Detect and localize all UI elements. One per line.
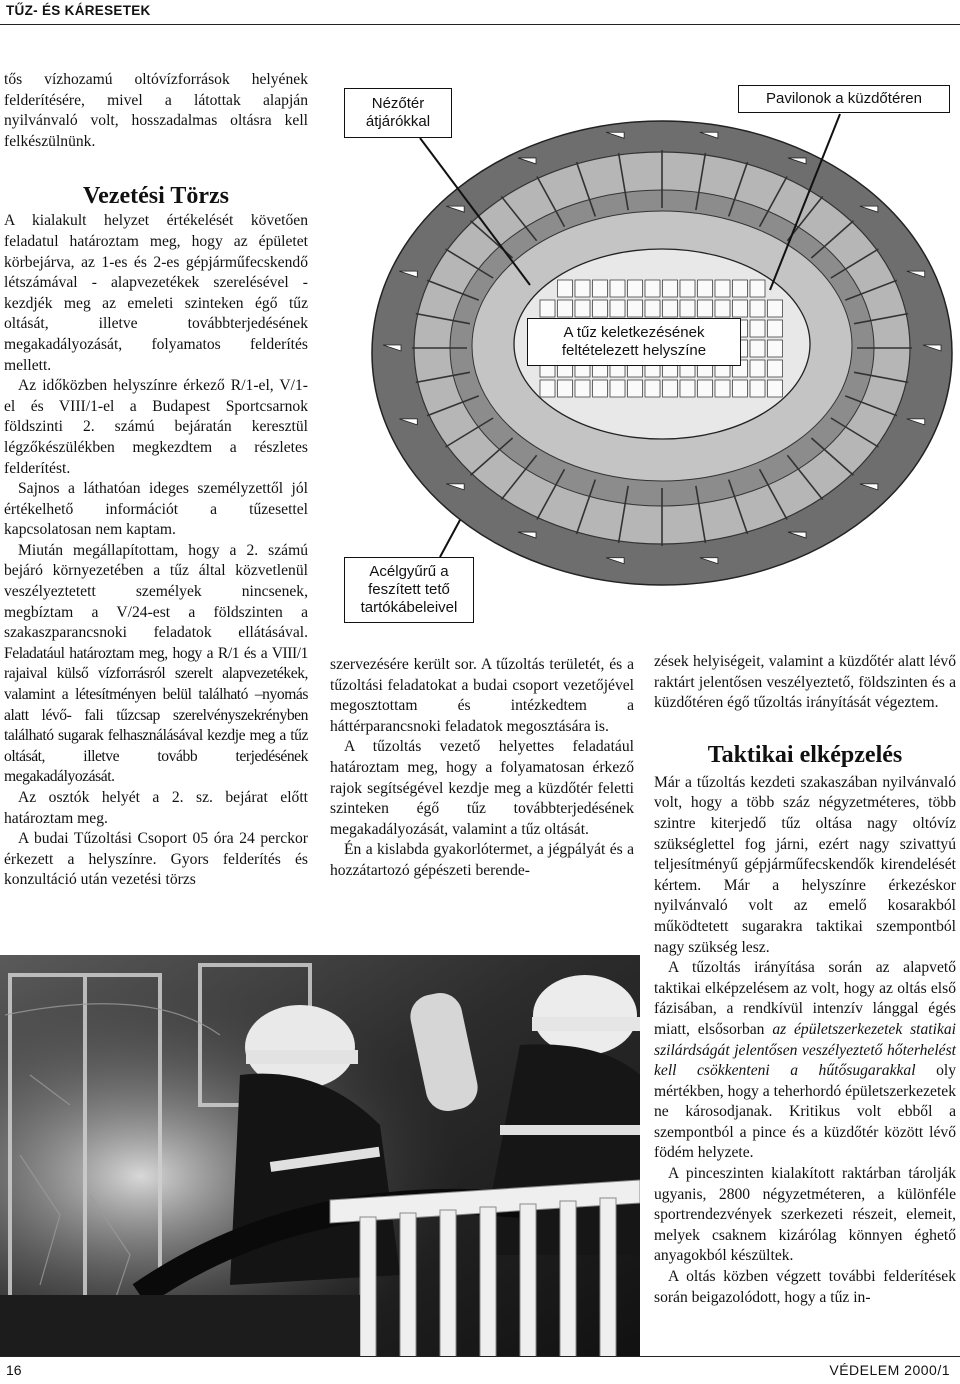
pavilion-booth — [575, 280, 590, 297]
pavilion-booth — [715, 300, 730, 317]
helmet-right — [533, 975, 637, 1055]
column-2 — [330, 655, 634, 882]
paragraph: A oltás közben végzett további felderítések során beigazolódott, hogy a tűz in- — [654, 1268, 956, 1306]
paragraph: A kialakult helyzet értékelését követően feladatul határoztam meg, hogy az épületet körbejárva, az 1-es és 2-es gépjárműfecskendő létszámával - alapvezetékek szerelésével - kezdjék meg az emeleti szinteken égő tűz oltását, illetve továbbterjedésének megakadályozását, folyamatos felderítés mellett. — [4, 212, 308, 374]
pavilion-booth — [540, 300, 555, 317]
column-3 — [654, 652, 956, 1308]
pavilion-booth — [610, 280, 625, 297]
pavilion-booth — [575, 380, 590, 397]
label-steel-ring: Acélgyűrű a feszített tető tartókábeleivel — [344, 557, 474, 623]
pavilion-booth — [750, 320, 765, 337]
pavilion-booth — [645, 380, 660, 397]
pavilion-booth — [733, 280, 748, 297]
pavilion-booth — [698, 380, 713, 397]
pavilion-booth — [680, 280, 695, 297]
pavilion-booth — [663, 280, 678, 297]
pavilion-booth — [663, 300, 678, 317]
paragraph: A pinceszinten kialakított raktárban tárolják ugyanis, 2800 négyzetméteren, a különféle sportrendezvények szerkezeti részeit, elemeit, melyek csaknem kizárólag könnyen éghető anyagokból készültek. — [654, 1165, 956, 1265]
pavilion-booth — [540, 380, 555, 397]
paragraph-part: oly mértékben, hogy a teherhordó épületszerkezetek ne károsodjanak. Kritikus volt ebből a szempontból a pince és a küzdőtér között lévő födém helyzete. — [654, 1062, 957, 1162]
heading-vezetesi-torzs: Vezetési Törzs — [83, 183, 229, 210]
intro-paragraph: tős vízhozamú oltóvízforrások helyének felderítésére, mivel a látottak alapján nyilvánvaló volt, hosszadalmas oltásra kell felkészülnünk. — [4, 71, 308, 150]
pavilion-booth — [750, 360, 765, 377]
pavilion-booth — [768, 320, 783, 337]
paragraph: Az osztók helyét a 2. sz. bejárat előtt határoztam meg. — [4, 789, 308, 827]
pavilion-booth — [645, 280, 660, 297]
pavilion-booth — [558, 300, 573, 317]
paragraph: zések helyiségeit, valamint a küzdőtér alatt lévő raktárt jelentősen veszélyeztető, földszinten és a küzdőtéren égő tűzoltás irányítását végeztem. — [654, 653, 956, 712]
pavilion-booth — [628, 280, 643, 297]
firefighters-photo-image — [0, 955, 640, 1357]
pavilion-booth — [593, 300, 608, 317]
paragraph: Én a kislabda gyakorlótermet, a jégpályát és a hozzátartozó gépészeti berende- — [330, 841, 634, 879]
pavilion-booth — [750, 300, 765, 317]
pavilion-booth — [593, 280, 608, 297]
paragraph: Sajnos a láthatóan ideges személyzettől jól értékelhető információt a tűzesettel kapcsolatosan nem kaptam. — [4, 480, 308, 539]
pavilion-booth — [558, 280, 573, 297]
label-pavilions: Pavilonok a küzdőtéren — [738, 85, 950, 113]
pavilion-booth — [680, 300, 695, 317]
paragraph: A budai Tűzoltási Csoport 05 óra 24 perckor érkezett a helyszínre. Gyors felderítés és konzultáció után vezetési törzs — [4, 830, 308, 889]
pavilion-booth — [628, 380, 643, 397]
pavilion-booth — [768, 360, 783, 377]
pavilion-booth — [663, 380, 678, 397]
label-fire-location: A tűz keletkezésének feltételezett helyszíne — [527, 318, 741, 366]
pavilion-booth — [610, 300, 625, 317]
header-rule — [0, 24, 960, 25]
pavilion-booth — [593, 380, 608, 397]
column-1 — [4, 70, 308, 891]
pavilion-booth — [750, 380, 765, 397]
pavilion-booth — [768, 340, 783, 357]
firefighters-photo — [0, 955, 640, 1357]
heading-taktikai-elkepzeles: Taktikai elképzelés — [707, 741, 903, 768]
pavilion-booth — [750, 280, 765, 297]
emphasis-text: az épületszerkezetek statikai szilárdságát jelentősen veszélyeztető hőterhelést kell csökkenteni a hűtősugarakkal — [654, 1020, 956, 1080]
pavilion-booth — [715, 280, 730, 297]
paragraph: Már a tűzoltás kezdeti szakaszában nyilvánvaló volt, hogy a több száz négyzetméteres, több szintre kiterjedő tűz oltása nagy oltóvíz szükséglettel fog járni, ezért nagy szivattyú teljesítményű gépjárműfecskendők kirendelését kértem. Már a helyszínre érkezéskor nyilvánvaló volt az emelő kosarakból működtetett sugarakra taktikai szempontból nagy szükség lesz. — [654, 773, 956, 956]
paragraph: Az időközben helyszínre érkező R/1-el, V/1-el és VIII/1-el a Budapest Sportcsarnok földszinti 2. számú bejáratán keresztül légzőkészülékben megkezdtem a részletes felderítést. — [4, 377, 308, 477]
pavilion-booth — [715, 380, 730, 397]
section-header: TŰZ- ÉS KÁRESETEK — [6, 3, 151, 18]
paragraph-part: A tűzoltás irányítása során az alapvető taktikai elképzelésem az volt, hogy az oltás első fázisában, a rendkívül intenzív lánggal égés miatt, elsősorban — [654, 959, 956, 1038]
paragraph — [654, 958, 956, 1164]
paragraph: A tűzoltás vezető helyettes feladatául határoztam meg, hogy a folyamatosan érkező rajok segítségével kezdje meg a küzdőtér feletti szinteken égő tűz továbbterjedésének megakadályozását, valamint a tűz oltását. — [330, 738, 634, 838]
label-spectator-stand: Nézőtér átjárókkal — [344, 88, 452, 138]
pavilion-booth — [733, 300, 748, 317]
paragraph — [4, 541, 308, 788]
pavilion-booth — [733, 380, 748, 397]
pavilion-booth — [750, 340, 765, 357]
pavilion-booth — [680, 380, 695, 397]
arena-diagram — [340, 80, 960, 640]
pavilion-booth — [768, 380, 783, 397]
pavilion-booth — [768, 300, 783, 317]
pavilion-booth — [698, 280, 713, 297]
page-number: 16 — [6, 1362, 22, 1378]
pavilion-booth — [698, 300, 713, 317]
publication-name: VÉDELEM 2000/1 — [829, 1362, 950, 1378]
paragraph-part: Miután megállapítottam, hogy a 2. számú bejáró környezetében a tűz által közvetlenül veszélyeztetett személyek nincsenek, megbíztam a V/24-est a földszinten a szakaszparancsnoki feladatok ellátásával. — [4, 541, 308, 642]
paragraph-part-condensed: Feladatául határoztam meg, hogy a R/1 és a VIII/1 rajaival külső vízforrásról szerelt alapvezetékek, valamint a létesítményen belül található –nyomás alatt lévő- fali tűzcsap szerelvényszekrényben található sugarak felhasználásával kezdje meg a tűz oltását, illetve tovább terjedésének megakadályozását. — [4, 644, 308, 786]
pavilion-booth — [610, 380, 625, 397]
footer-rule — [0, 1356, 960, 1357]
pavilion-booth — [558, 380, 573, 397]
pavilion-booth — [645, 300, 660, 317]
pavilion-booth — [628, 300, 643, 317]
pavilion-booth — [575, 300, 590, 317]
paragraph: szervezésére került sor. A tűzoltás területét, és a tűzoltási feladatokat a budai csoport vezetőjével megosztottam és intézkedtem a háttérparancsnoki feladatok megosztására is. — [330, 656, 634, 735]
